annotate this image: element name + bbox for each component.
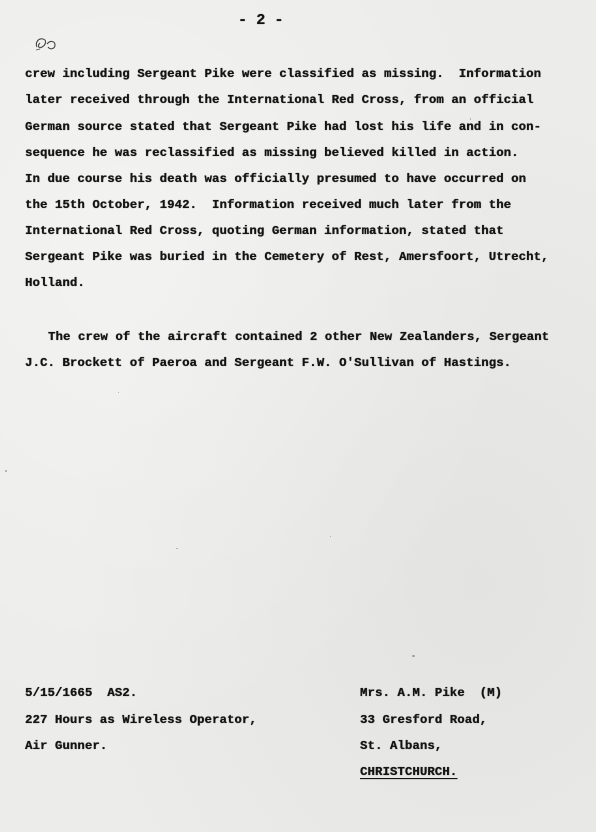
address-name: Mrs. A.M. Pike (M) (360, 686, 503, 700)
paragraph-line: later received through the International Red Cross, from an official (25, 93, 534, 107)
address-suburb: St. Albans, (360, 739, 443, 753)
paragraph-line: Sergeant Pike was buried in the Cemetery of Rest, Amersfoort, Utrecht, (25, 250, 549, 264)
paper-speck (330, 536, 331, 537)
service-number: 5/15/1665 AS2. (25, 686, 138, 700)
paragraph-line: J.C. Brockett of Paeroa and Sergeant F.W. O'Sullivan of Hastings. (25, 356, 512, 370)
paragraph-line: The crew of the aircraft contained 2 other New Zealanders, Sergeant (48, 330, 550, 344)
paper-speck (176, 548, 178, 549)
service-role: Air Gunner. (25, 739, 108, 753)
paragraph-line: German source stated that Sergeant Pike had lost his life and in con- (25, 120, 542, 134)
address-street: 33 Gresford Road, (360, 713, 488, 727)
paragraph-line: International Red Cross, quoting German information, stated that (25, 224, 504, 238)
paper-speck (118, 392, 119, 393)
paragraph-line: sequence he was reclassified as missing believed killed in action. (25, 146, 519, 160)
address-city: CHRISTCHURCH. (360, 765, 458, 779)
paragraph-line: Holland. (25, 276, 85, 290)
paper-speck (412, 655, 415, 657)
page-number: - 2 - (238, 12, 284, 29)
paragraph-line: crew including Sergeant Pike were classified as missing. Information (25, 67, 542, 81)
paragraph-line: In due course his death was officially presumed to have occurred on (25, 172, 527, 186)
paper-speck (470, 118, 471, 120)
paragraph-line: the 15th October, 1942. Information received much later from the (25, 198, 512, 212)
paper-speck (5, 470, 7, 472)
handwritten-mark (33, 35, 59, 55)
service-hours: 227 Hours as Wireless Operator, (25, 713, 257, 727)
